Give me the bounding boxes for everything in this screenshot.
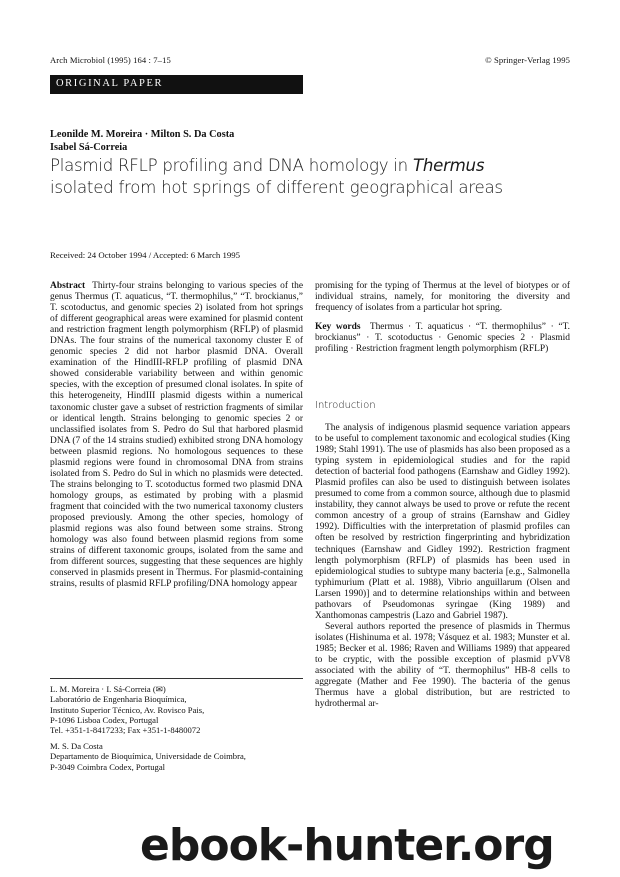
affiliation-1: [50, 684, 303, 735]
affiliation-1-line: Instituto Superior Técnico, Av. Rovisco Pais,: [50, 704, 205, 715]
introduction-heading: Introduction: [315, 400, 376, 411]
keywords-text: Thermus · T. aquaticus · “T. thermophilus” · “T. brockianus” · T. scotoductus · Genomic species 2 · Plasmid profiling · Restriction fragment length polymorphism (RFLP): [315, 322, 570, 355]
introduction-paragraph-2: Several authors reported the presence of plasmids in Thermus isolates (Hishinuma et al. 1978; Vásquez et al. 1983; Munster et al. 1985; Becker et al. 1986; Raven and Williams 1989) that appeared to be cryptic, with the possible exception of plasmid pVV8 associated with the ability of “T. thermophilus” HB-8 cells to aggregate (Mather and Fee 1990). The bacteria of the genus Thermus have a global distribution, but are restricted to hydrothermal ar-: [315, 621, 570, 710]
introduction-body: [315, 423, 570, 710]
affiliation-2-line: P-3049 Coimbra Codex, Portugal: [50, 761, 166, 772]
copyright-notice: © Springer-Verlag 1995: [485, 55, 570, 65]
section-band: [50, 75, 303, 94]
abstract: [50, 281, 303, 590]
abstract-label: Abstract: [50, 281, 86, 291]
affiliation-2-line: M. S. Da Costa: [50, 741, 103, 751]
watermark: ebook-hunter.org: [140, 820, 554, 871]
title-italic: Thermus: [412, 156, 485, 175]
keywords: [315, 322, 570, 355]
affiliation-2-line: Departamento de Bioquímica, Universidade de Coimbra,: [50, 751, 246, 762]
section-label: ORIGINAL PAPER: [56, 78, 164, 89]
title-part-1: Plasmid RFLP profiling and DNA homology in: [50, 156, 413, 175]
authors-line-2: Isabel Sá-Correia: [50, 141, 128, 153]
journal-citation: Arch Microbiol (1995) 164 : 7–15: [50, 55, 171, 65]
title-part-2: isolated from hot springs of different geographical areas: [50, 177, 503, 197]
right-column: [315, 281, 570, 355]
affiliation-2: [50, 741, 303, 772]
abstract-text: Thirty-four strains belonging to various species of the genus Thermus (T. aquaticus, “T. thermophilus,” “T. brockianus,” T. scotoductus, and genomic species 2) isolated from hot springs of different geographical areas were examined for plasmid content and restriction fragment length polymorphism (RFLP) of plasmid DNAs. The four strains of the numerical taxonomy cluster E of genomic species 2 did not harbor plasmid DNA. Overall examination of the HindIII-RFLP profiling of plasmid DNA showed considerable variability between and within genomic species, with the exception of presumed clonal isolates. In spite of this heterogeneity, HindIII plasmid digests within a numerical taxonomic cluster gave a subset of restriction fragments of similar or identical length. Strains belonging to genomic species 2 or unclassified isolates from S. Pedro do Sul that harbored plasmid DNA (7 of the 14 strains studied) exhibited strong DNA homology between plasmid regions. No homologous sequences to these plasmid regions were found in chromosomal DNA from strains isolated from S. Pedro do Sul in which no plasmids were detected. The strains belonging to T. scotoductus formed two plasmid DNA homology groups, as estimated by probing with a plasmid fragment that coincided with the two numerical taxonomy clusters proposed previously. Among the other species, homology of plasmid regions was also found between some strains. Strong homology was also found between plasmid regions from some strains of different taxonomic groups, isolated from the same and from different sources, suggesting that these sequences are highly conserved in plasmids present in Thermus. For plasmid-containing strains, results of plasmid RFLP profiling/DNA homology appear: [50, 281, 304, 590]
received-dates: Received: 24 October 1994 / Accepted: 6 March 1995: [50, 250, 241, 260]
affiliation-1-line: L. M. Moreira · I. Sá-Correia (✉): [50, 684, 166, 694]
abstract-continuation: promising for the typing of Thermus at the level of biotypes or of individual strains, namely, for monitoring the diversity and frequency of isolates from a particular hot spring.: [315, 281, 570, 314]
affiliation-1-line: Tel. +351-1-8417233; Fax +351-1-8480072: [50, 725, 201, 736]
paper-title: [50, 155, 570, 198]
introduction-paragraph-1: The analysis of indigenous plasmid sequence variation appears to be useful to complement taxonomic and ecological studies (King 1989; Stahl 1991). The use of plasmids has also been proposed as a typing system in epidemiological studies and for the rapid detection of bacterial food pathogens (Earnshaw and Gidley 1992). Plasmid profiles can also be used to distinguish between isolates presumed to come from a common source, although due to plasmid instability, they cannot always be used to prove or refute the recent common ancestry of a group of strains (Earnshaw and Gidley 1992). Difficulties with the interpretation of plasmid profiles can often be resolved by restriction fingerprinting and hybridization techniques (Earnshaw and Gidley 1992). Restriction fragment length polymorphism (RFLP) of plasmids has been used in epidemiological studies to subtype many bacteria [e.g., Salmonella typhimurium (Platt et al. 1988), Vibrio anguillarum (Olsen and Larsen 1990)] and to determine relationships within and between pathovars of Pseudomonas syringae (King 1989) and Xanthomonas campestris (Lazo and Gabriel 1987).: [315, 423, 571, 621]
keywords-label: Key words: [315, 322, 361, 333]
left-column: [50, 281, 303, 590]
authors-line-1: Leonilde M. Moreira · Milton S. Da Costa: [50, 129, 235, 140]
author-list: [50, 129, 234, 154]
affiliation-1-line: P-1096 Lisboa Codex, Portugal: [50, 714, 159, 725]
affiliation-1-line: Laboratório de Engenharia Bioquímica,: [50, 694, 187, 705]
footnote-rule: [50, 678, 303, 679]
